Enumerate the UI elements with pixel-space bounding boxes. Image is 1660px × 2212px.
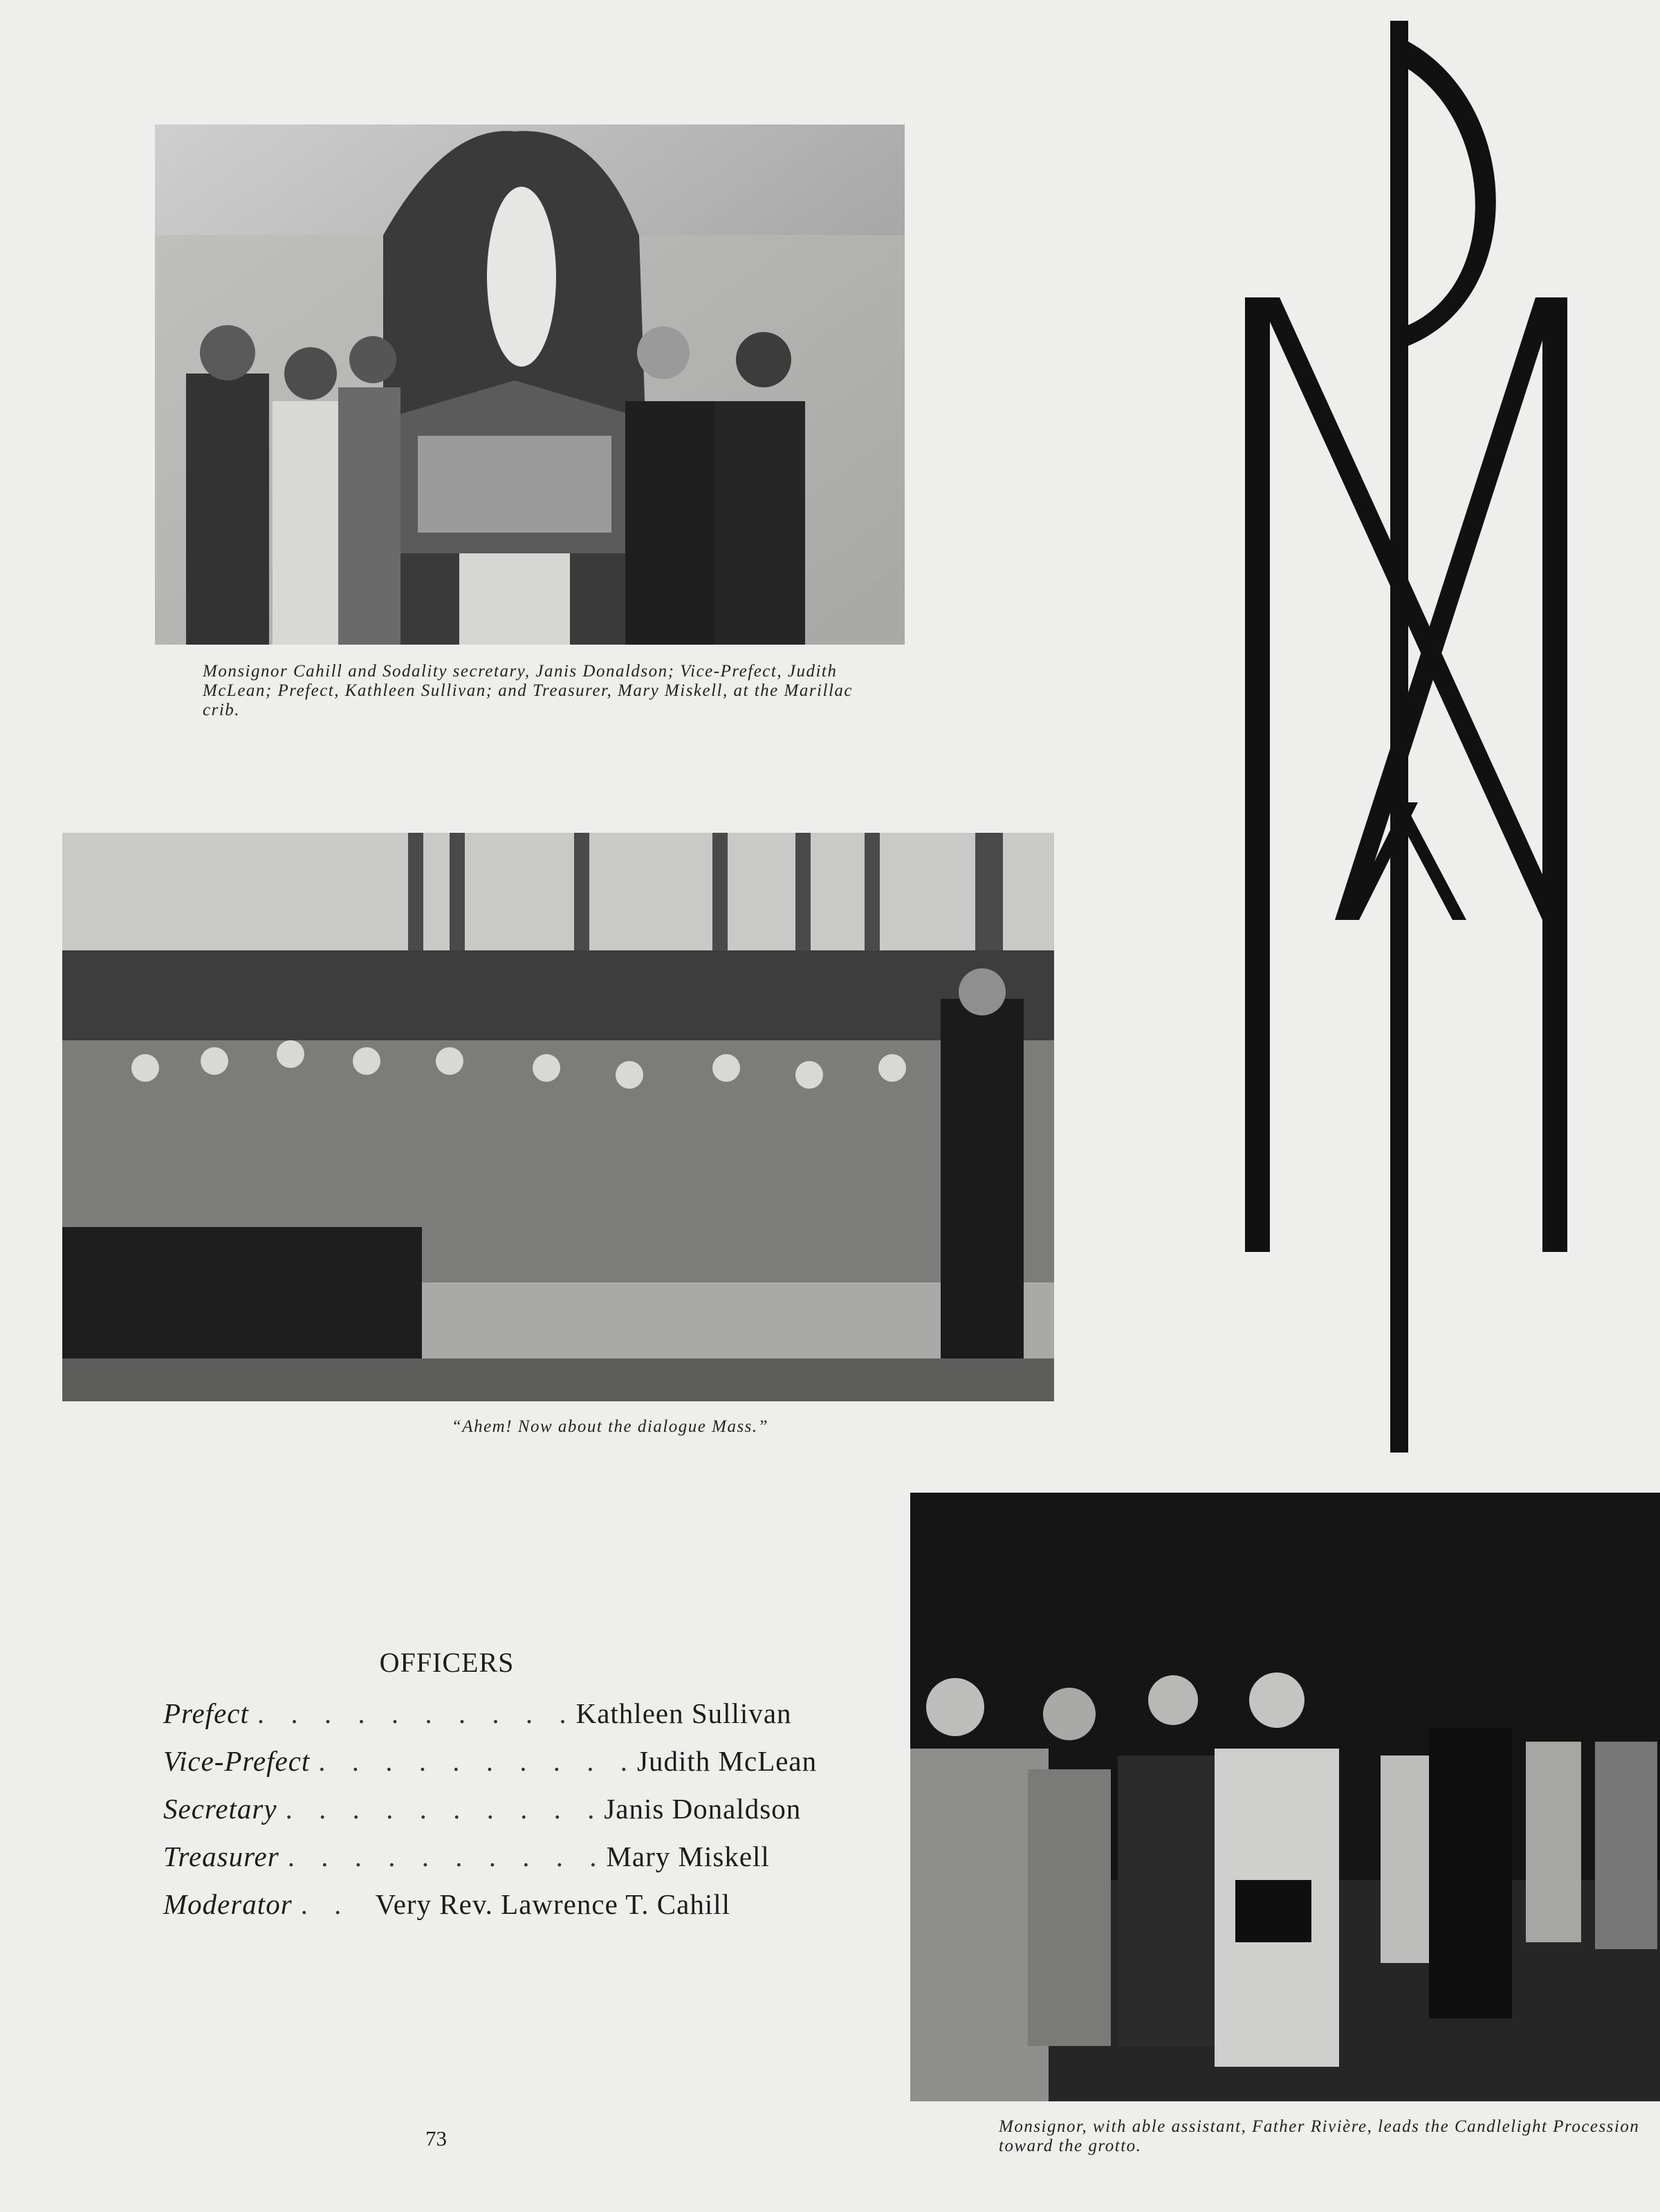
procession-photo-caption: Monsignor, with able assistant, Father Rivière, leads the Candlelight Procession toward the grotto. [999,2117,1640,2155]
assembly-photo-caption: “Ahem! Now about the dialogue Mass.” [451,1417,769,1436]
officer-role: Treasurer [163,1841,279,1872]
leader-dots: . . [300,1888,351,1920]
officer-role: Prefect [163,1697,249,1729]
officer-role: Moderator [163,1888,293,1920]
officer-name: Mary Miskell [606,1841,770,1872]
officer-row [163,1792,802,1840]
monogram-emblem [1231,21,1577,1453]
officer-row [163,1840,770,1888]
leader-dots: . . . . . . . . . . [287,1841,607,1872]
leader-dots: . . . . . . . . . . [285,1793,605,1825]
assembly-photo [62,833,1054,1401]
page-number: 73 [425,2126,447,2150]
officer-row [163,1744,818,1792]
officer-name: Judith McLean [637,1745,818,1777]
leader-dots: . . . . . . . . . . [318,1745,638,1777]
officer-name: Janis Donaldson [604,1793,802,1825]
officer-row [163,1697,792,1744]
officer-role: Vice-Prefect [163,1745,311,1777]
officer-role: Secretary [163,1793,277,1825]
officers-title: OFFICERS [379,1647,515,1678]
officer-name: Very Rev. Lawrence T. Cahill [375,1888,730,1920]
crib-photo [155,125,905,645]
officer-row [163,1888,730,1935]
crib-photo-caption: Monsignor Cahill and Sodality secretary, Janis Donaldson; Vice-Prefect, Judith McLean; Prefect, Kathleen Sullivan; and Treasurer, Mary Miskell, at the Marillac crib. [203,662,853,719]
officers-list [163,1646,818,1935]
leader-dots: . . . . . . . . . . [257,1697,576,1729]
officer-name: Kathleen Sullivan [575,1697,792,1729]
procession-photo [910,1493,1660,2101]
